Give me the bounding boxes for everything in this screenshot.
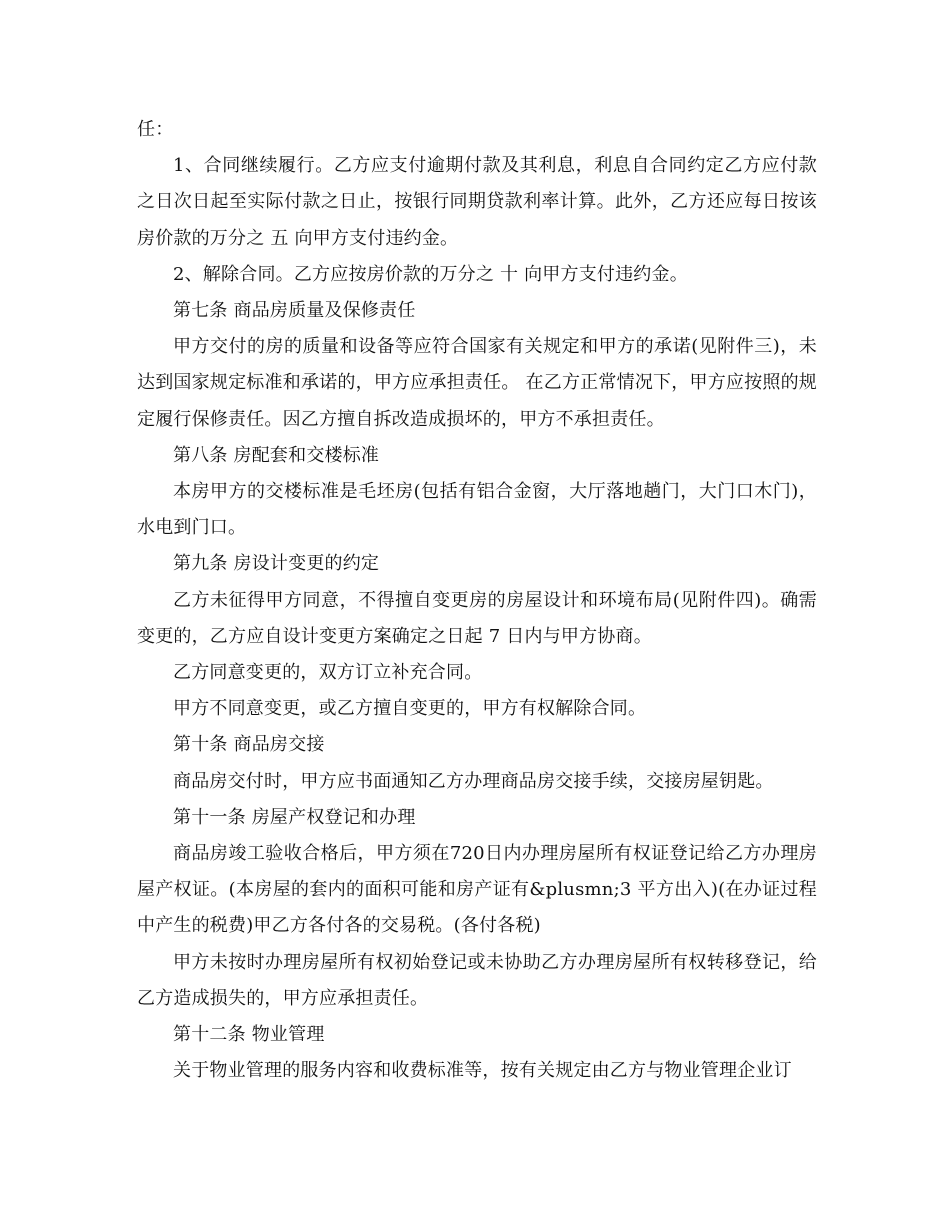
- paragraph-change-refused: 甲方不同意变更，或乙方擅自变更的，甲方有权解除合同。: [173, 698, 647, 720]
- heading-article-7: 第七条 商品房质量及保修责任: [173, 300, 416, 322]
- document-body: [137, 112, 817, 1089]
- paragraph-registration-liability: 甲方未按时办理房屋所有权初始登记或未协助乙方办理房屋所有权转移登记，给乙方造成损失的，甲方应承担责任。: [137, 951, 817, 1009]
- heading-article-8: 第八条 房配套和交楼标准: [173, 444, 380, 466]
- paragraph-continue-contract: 1、合同继续履行。乙方应支付逾期付款及其利息，利息自合同约定乙方应付款之日次日起至实际付款之日止，按银行同期贷款利率计算。此外，乙方还应每日按该房价款的万分之 五 向甲方支付违约金。: [137, 155, 817, 249]
- paragraph-quality-warranty: 甲方交付的房的质量和设备等应符合国家有关规定和甲方的承诺(见附件三)，未达到国家规定标准和承诺的，甲方应承担责任。 在乙方正常情况下，甲方应按照的规定履行保修责任。因乙方擅自拆改造成损坏的，甲方不承担责任。: [137, 336, 817, 430]
- paragraph-change-agreed: 乙方同意变更的，双方订立补充合同。: [173, 662, 483, 684]
- paragraph-handover: 商品房交付时，甲方应书面通知乙方办理商品房交接手续，交接房屋钥匙。: [173, 770, 774, 792]
- heading-article-11: 第十一条 房屋产权登记和办理: [173, 806, 416, 828]
- paragraph-design-change: 乙方未征得甲方同意，不得擅自变更房的房屋设计和环境布局(见附件四)。确需变更的，乙方应自设计变更方案确定之日起 7 日内与甲方协商。: [137, 589, 817, 647]
- heading-article-9: 第九条 房设计变更的约定: [173, 553, 380, 575]
- paragraph-title-registration: 商品房竣工验收合格后，甲方须在720日内办理房屋所有权证登记给乙方办理房屋产权证。(本房屋的套内的面积可能和房产证有&plusmn;3 平方出入)(在办证过程中产生的税费)甲乙方各付各的交易税。(各付各税): [137, 843, 817, 937]
- paragraph-handover-standard: 本房甲方的交楼标准是毛坯房(包括有铝合金窗，大厅落地趟门，大门口木门)，水电到门口。: [137, 481, 817, 539]
- heading-article-12: 第十二条 物业管理: [173, 1024, 325, 1046]
- paragraph-property-management: 关于物业管理的服务内容和收费标准等，按有关规定由乙方与物业管理企业订: [173, 1060, 792, 1082]
- heading-article-10: 第十条 商品房交接: [173, 734, 325, 756]
- paragraph-continuation: 任：: [137, 119, 174, 140]
- paragraph-terminate-contract: 2、解除合同。乙方应按房价款的万分之 十 向甲方支付违约金。: [173, 263, 688, 285]
